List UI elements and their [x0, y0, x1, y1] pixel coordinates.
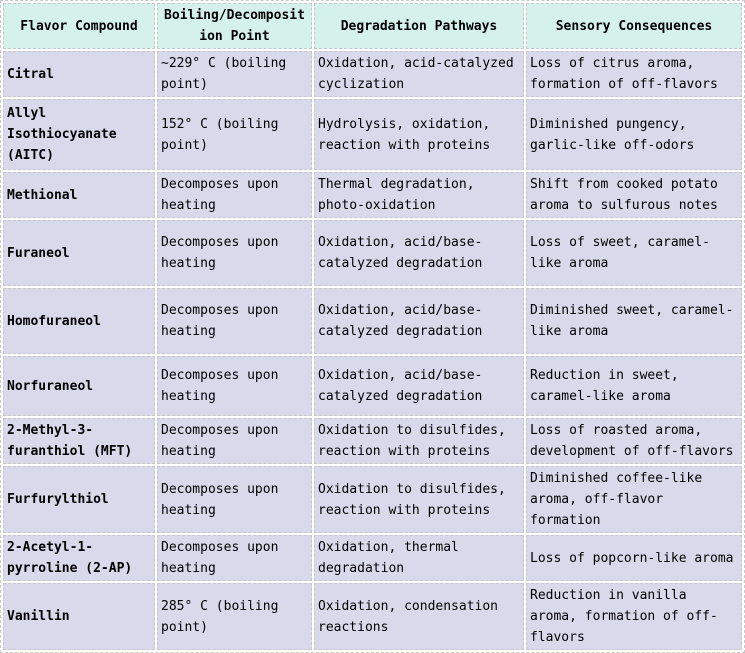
boiling-point-cell: Decomposes upon heating — [157, 288, 312, 354]
table-row-norfuraneol — [3, 356, 742, 416]
table-row-2ap — [3, 535, 742, 581]
degradation-cell: Oxidation, condensation reactions — [314, 583, 524, 650]
table-row-citral — [3, 51, 742, 97]
sensory-cell: Diminished coffee-like aroma, off-flavor formation — [526, 466, 742, 533]
boiling-point-cell: Decomposes upon heating — [157, 172, 312, 218]
column-header-flavor-compound: Flavor Compound — [3, 3, 155, 49]
sensory-cell: Shift from cooked potato aroma to sulfurous notes — [526, 172, 742, 218]
column-header-sensory-consequences: Sensory Consequences — [526, 3, 742, 49]
compound-cell: Furaneol — [3, 220, 155, 286]
degradation-cell: Oxidation to disulfides, reaction with proteins — [314, 418, 524, 464]
table-row-methional — [3, 172, 742, 218]
compound-cell: Furfurylthiol — [3, 466, 155, 533]
column-header-degradation-pathways: Degradation Pathways — [314, 3, 524, 49]
table-row-mft — [3, 418, 742, 464]
sensory-cell: Reduction in vanilla aroma, formation of off-flavors — [526, 583, 742, 650]
degradation-cell: Oxidation, acid/base-catalyzed degradation — [314, 220, 524, 286]
degradation-cell: Hydrolysis, oxidation, reaction with proteins — [314, 99, 524, 170]
sensory-cell: Loss of popcorn-like aroma — [526, 535, 742, 581]
compound-cell: 2-Methyl-3-furanthiol (MFT) — [3, 418, 155, 464]
degradation-cell: Thermal degradation, photo-oxidation — [314, 172, 524, 218]
table-row-vanillin — [3, 583, 742, 650]
boiling-point-cell: Decomposes upon heating — [157, 535, 312, 581]
header-row — [3, 3, 742, 49]
column-header-boiling-point: Boiling/Decomposition Point — [157, 3, 312, 49]
compound-cell: Methional — [3, 172, 155, 218]
boiling-point-cell: 285° C (boiling point) — [157, 583, 312, 650]
sensory-cell: Loss of citrus aroma, formation of off-flavors — [526, 51, 742, 97]
boiling-point-cell: Decomposes upon heating — [157, 418, 312, 464]
degradation-cell: Oxidation, acid/base-catalyzed degradation — [314, 288, 524, 354]
degradation-cell: Oxidation, thermal degradation — [314, 535, 524, 581]
compound-cell: Allyl Isothiocyanate (AITC) — [3, 99, 155, 170]
boiling-point-cell: ~229° C (boiling point) — [157, 51, 312, 97]
compound-cell: Homofuraneol — [3, 288, 155, 354]
boiling-point-cell: 152° C (boiling point) — [157, 99, 312, 170]
compound-cell: Vanillin — [3, 583, 155, 650]
boiling-point-cell: Decomposes upon heating — [157, 356, 312, 416]
table-row-aitc — [3, 99, 742, 170]
sensory-cell: Reduction in sweet, caramel-like aroma — [526, 356, 742, 416]
degradation-cell: Oxidation, acid-catalyzed cyclization — [314, 51, 524, 97]
table-row-furaneol — [3, 220, 742, 286]
compound-cell: 2-Acetyl-1-pyrroline (2-AP) — [3, 535, 155, 581]
compound-cell: Norfuraneol — [3, 356, 155, 416]
degradation-cell: Oxidation, acid/base-catalyzed degradation — [314, 356, 524, 416]
sensory-cell: Loss of roasted aroma, development of off-flavors — [526, 418, 742, 464]
sensory-cell: Diminished pungency, garlic-like off-odors — [526, 99, 742, 170]
compound-cell: Citral — [3, 51, 155, 97]
table-row-homofuraneol — [3, 288, 742, 354]
boiling-point-cell: Decomposes upon heating — [157, 466, 312, 533]
sensory-cell: Diminished sweet, caramel-like aroma — [526, 288, 742, 354]
table-row-furfurylthiol — [3, 466, 742, 533]
sensory-cell: Loss of sweet, caramel-like aroma — [526, 220, 742, 286]
degradation-cell: Oxidation to disulfides, reaction with proteins — [314, 466, 524, 533]
boiling-point-cell: Decomposes upon heating — [157, 220, 312, 286]
